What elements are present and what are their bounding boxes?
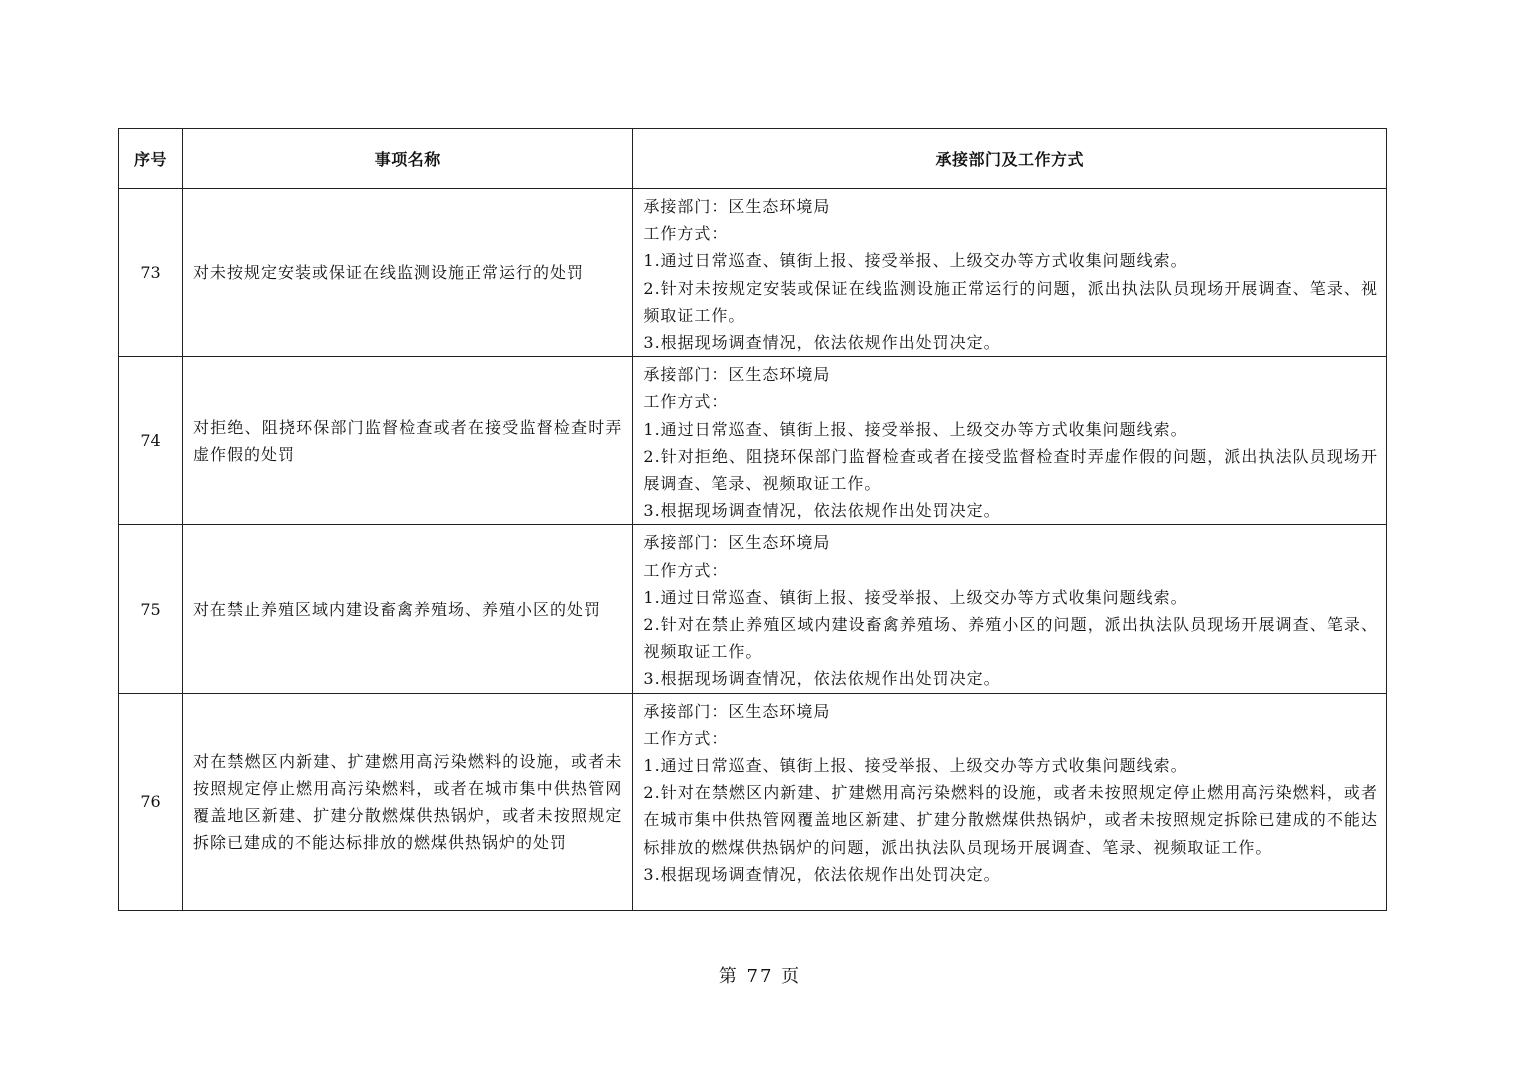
row-number: 75: [119, 525, 183, 693]
step-2: 2.针对未按规定安装或保证在线监测设施正常运行的问题，派出执法队员现场开展调查、笔录、视频取证工作。: [643, 278, 1378, 325]
item-name: 对拒绝、阻挠环保部门监督检查或者在接受监督检查时弄虚作假的处罚: [183, 357, 633, 525]
method-label: 工作方式：: [643, 560, 729, 580]
method-label: 工作方式：: [643, 224, 729, 244]
dept-line: 承接部门：区生态环境局: [643, 197, 831, 216]
method-label: 工作方式：: [643, 728, 729, 748]
page-number: 第 77 页: [718, 966, 802, 987]
step-3: 3.根据现场调查情况，依法依规作出处罚决定。: [643, 501, 1001, 521]
step-3: 3.根据现场调查情况，依法依规作出处罚决定。: [643, 669, 1001, 689]
items-table: [118, 128, 1387, 911]
table-row: [119, 693, 1387, 910]
row-number: 76: [119, 693, 183, 910]
step-1: 1.通过日常巡查、镇街上报、接受举报、上级交办等方式收集问题线索。: [643, 587, 1188, 607]
item-name: 对在禁燃区内新建、扩建燃用高污染燃料的设施，或者未按照规定停止燃用高污染燃料，或者在城市集中供热管网覆盖地区新建、扩建分散燃煤供热锅炉，或者未按照规定拆除已建成的不能达标排放的燃煤供热锅炉的处罚: [183, 693, 633, 910]
row-number: 73: [119, 189, 183, 357]
step-1: 1.通过日常巡查、镇街上报、接受举报、上级交办等方式收集问题线索。: [643, 419, 1188, 439]
header-name: 事项名称: [183, 129, 633, 189]
method-cell: [633, 525, 1387, 693]
step-2: 2.针对在禁止养殖区域内建设畜禽养殖场、养殖小区的问题，派出执法队员现场开展调查、笔录、视频取证工作。: [643, 615, 1378, 662]
step-2: 2.针对拒绝、阻挠环保部门监督检查或者在接受监督检查时弄虚作假的问题，派出执法队员现场开展调查、笔录、视频取证工作。: [643, 446, 1378, 494]
step-3: 3.根据现场调查情况，依法依规作出处罚决定。: [643, 333, 1001, 353]
table-body: [119, 189, 1387, 911]
header-method: 承接部门及工作方式: [633, 129, 1387, 189]
item-name: 对未按规定安装或保证在线监测设施正常运行的处罚: [183, 189, 633, 357]
row-number: 74: [119, 357, 183, 525]
step-3: 3.根据现场调查情况，依法依规作出处罚决定。: [643, 864, 1001, 884]
method-cell: [633, 357, 1387, 525]
table-row: [119, 525, 1387, 693]
step-1: 1.通过日常巡查、镇街上报、接受举报、上级交办等方式收集问题线索。: [643, 251, 1188, 271]
header-no: 序号: [119, 129, 183, 189]
step-2: 2.针对在禁燃区内新建、扩建燃用高污染燃料的设施，或者未按照规定停止燃用高污染燃料，或者在城市集中供热管网覆盖地区新建、扩建分散燃煤供热锅炉，或者未按照规定拆除已建成的不能达标排放的燃煤供热锅炉的问题，派出执法队员现场开展调查、笔录、视频取证工作。: [643, 783, 1378, 857]
dept-line: 承接部门：区生态环境局: [643, 365, 831, 385]
method-cell: [633, 693, 1387, 910]
item-name: 对在禁止养殖区域内建设畜禽养殖场、养殖小区的处罚: [183, 525, 633, 693]
table-row: [119, 357, 1387, 525]
step-1: 1.通过日常巡查、镇街上报、接受举报、上级交办等方式收集问题线索。: [643, 756, 1188, 776]
method-label: 工作方式：: [643, 392, 729, 412]
table-row: [119, 189, 1387, 357]
dept-line: 承接部门：区生态环境局: [643, 701, 831, 721]
table-header: [119, 129, 1387, 189]
header-row: [119, 129, 1387, 189]
dept-line: 承接部门：区生态环境局: [643, 533, 831, 553]
method-cell: [633, 189, 1387, 357]
